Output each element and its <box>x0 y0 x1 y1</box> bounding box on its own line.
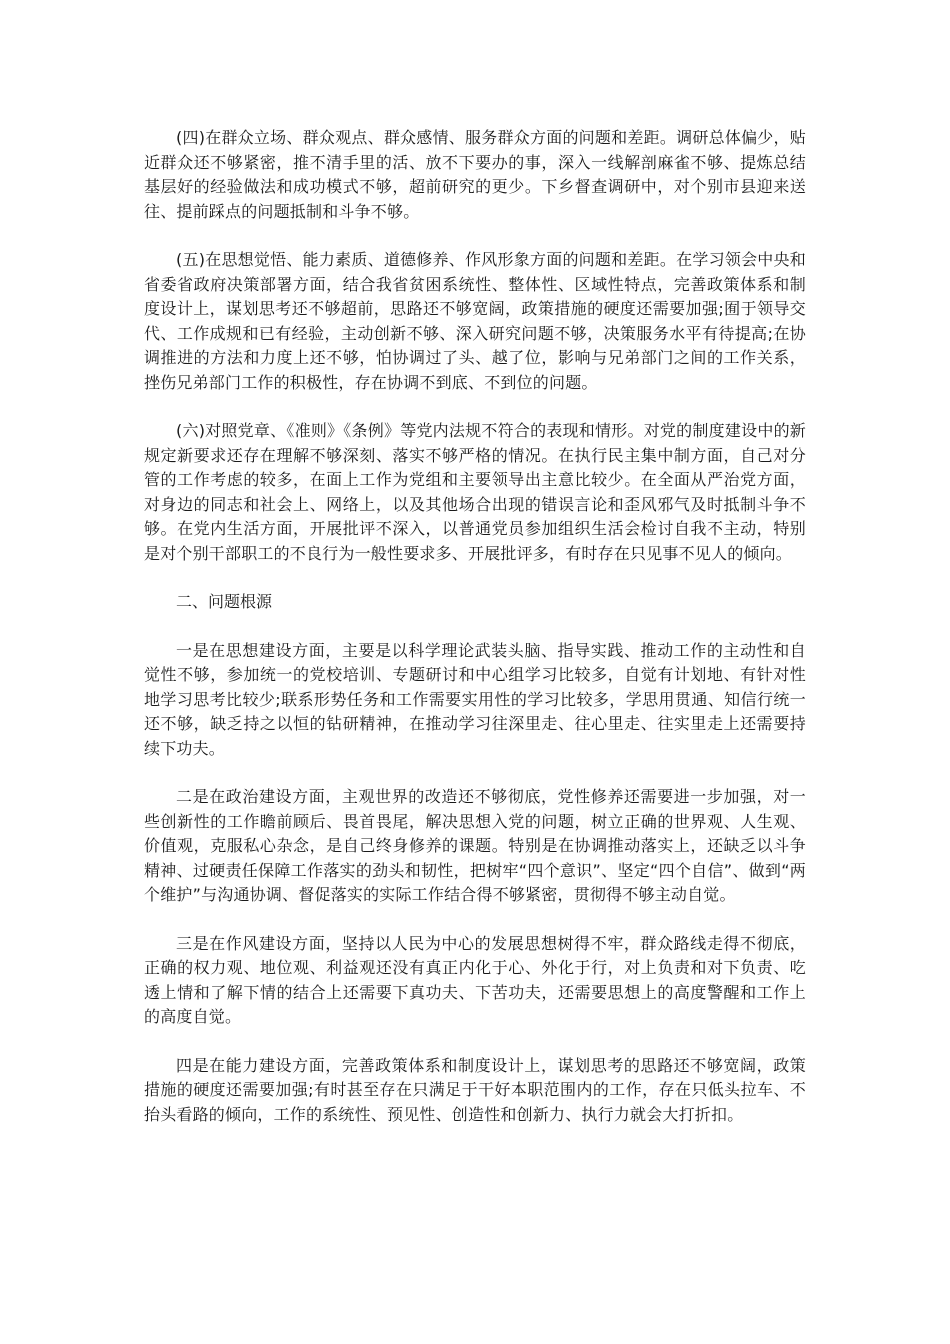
paragraph-party-rules-issues: (六)对照党章、《准则》《条例》等党内法规不符合的表现和情形。对党的制度建设中的新规定新要求还存在理解不够深刻、落实不够严格的情况。在执行民主集中制方面，自己对分管的工作考虑的较多，在面上工作为党组和主要领导出主意比较少。在全面从严治党方面，对身边的同志和社会上、网络上，以及其他场合出现的错误言论和歪风邪气及时抵制斗争不够。在党内生活方面，开展批评不深入，以普通党员参加组织生活会检讨自我不主动，特别是对个别干部职工的不良行为一般性要求多、开展批评多，有时存在只见事不见人的倾向。 <box>144 421 806 563</box>
paragraph-ideology-issues: (五)在思想觉悟、能力素质、道德修养、作风形象方面的问题和差距。在学习领会中央和省委省政府决策部署方面，结合我省贫困系统性、整体性、区域性特点，完善政策体系和制度设计上，谋划思考还不够超前，思路还不够宽阔，政策措施的硬度还需要加强;囿于领导交代、工作成规和已有经验，主动创新不够、深入研究问题不够，决策服务水平有待提高;在协调推进的方法和力度上还不够，怕协调过了头、越了位，影响与兄弟部门之间的工作关系，挫伤兄弟部门工作的积极性，存在协调不到底、不到位的问题。 <box>144 250 806 392</box>
paragraph-style-building: 三是在作风建设方面，坚持以人民为中心的发展思想树得不牢，群众路线走得不彻底，正确的权力观、地位观、利益观还没有真正内化于心、外化于行，对上负责和对下负责、吃透上情和了解下情的结合上还需要下真功夫、下苦功夫，还需要思想上的高度警醒和工作上的高度自觉。 <box>144 933 806 1026</box>
paragraph-political-building: 二是在政治建设方面，主观世界的改造还不够彻底，党性修养还需要进一步加强，对一些创新性的工作瞻前顾后、畏首畏尾，解决思想入党的问题，树立正确的世界观、人生观、价值观，克服私心杂念，是自己终身修养的课题。特别是在协调推动落实上，还缺乏以斗争精神、过硬责任保障工作落实的劲头和韧性，把树牢“四个意识”、坚定“四个自信”、做到“两个维护”与沟通协调、督促落实的实际工作结合得不够紧密，贯彻得不够主动自觉。 <box>144 787 806 904</box>
paragraph-thought-building: 一是在思想建设方面，主要是以科学理论武装头脑、指导实践、推动工作的主动性和自觉性不够，参加统一的党校培训、专题研讨和中心组学习比较多，自觉有计划地、有针对性地学习思考比较少;联系形势任务和工作需要实用性的学习比较多，学思用贯通、知信行统一还不够，缺乏持之以恒的钻研精神，在推动学习往深里走、往心里走、往实里走上还需要持续下功夫。 <box>144 640 806 758</box>
section-heading-root-causes: 二、问题根源 <box>176 592 273 611</box>
paragraph-capability-building: 四是在能力建设方面，完善政策体系和制度设计上，谋划思考的思路还不够宽阔，政策措施的硬度还需要加强;有时甚至存在只满足于干好本职范围内的工作，存在只低头拉车、不抬头看路的倾向，工作的系统性、预见性、创造性和创新力、执行力就会大打折扣。 <box>144 1055 806 1124</box>
document-page <box>144 126 806 1151</box>
paragraph-masses-issues: (四)在群众立场、群众观点、群众感情、服务群众方面的问题和差距。调研总体偏少，贴近群众还不够紧密，推不清手里的活、放不下要办的事，深入一线解剖麻雀不够、提炼总结基层好的经验做法和成功模式不够，超前研究的更少。下乡督查调研中，对个别市县迎来送往、提前踩点的问题抵制和斗争不够。 <box>144 128 806 221</box>
